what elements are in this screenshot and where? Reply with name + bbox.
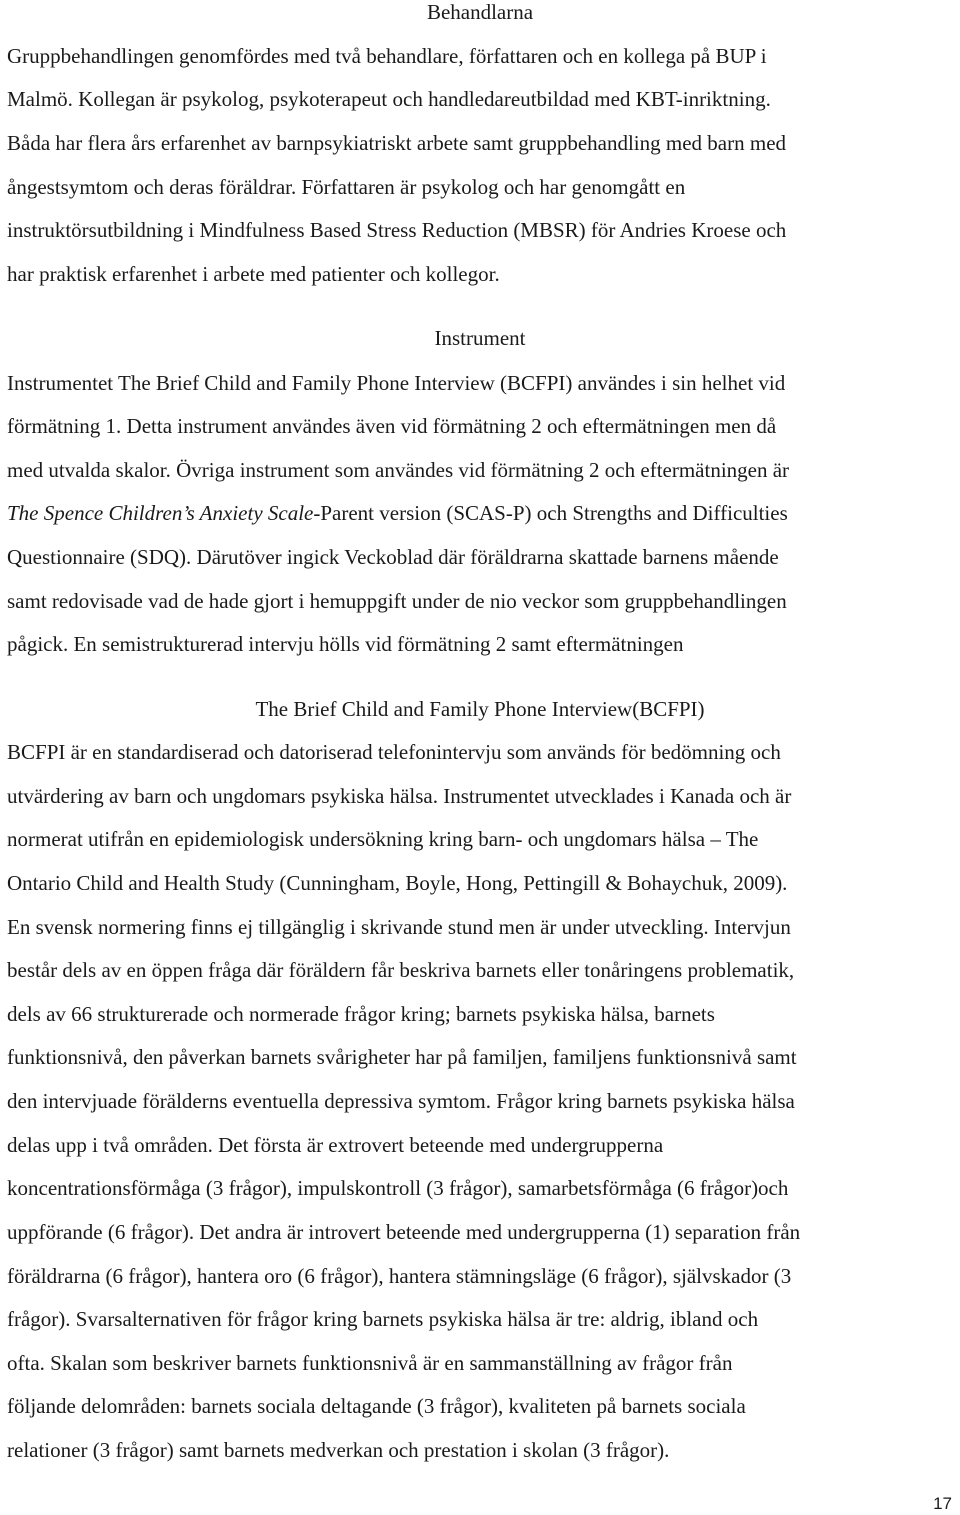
paragraph-line: BCFPI är en standardiserad och datoriserad telefonintervju som används för bedömning och — [7, 740, 781, 764]
paragraph-line: Ontario Child and Health Study (Cunningham, Boyle, Hong, Pettingill & Bohaychuk, 2009). — [7, 871, 788, 895]
section-heading-behandlarna: Behandlarna — [426, 0, 534, 24]
paragraph-line: samt redovisade vad de hade gjort i hemuppgift under de nio veckor som gruppbehandlingen — [7, 589, 787, 613]
paragraph-line: utvärdering av barn och ungdomars psykiska hälsa. Instrumentet utvecklades i Kanada och är — [7, 784, 792, 808]
section-heading-bcfpi: The Brief Child and Family Phone Interview(BCFPI) — [255, 697, 705, 721]
paragraph-line: Instrumentet The Brief Child and Family Phone Interview (BCFPI) användes i sin helhet vid — [7, 371, 786, 395]
paragraph-line — [7, 501, 788, 525]
page-number: 17 — [933, 1494, 952, 1513]
paragraph-line: Båda har flera års erfarenhet av barnpsykiatriskt arbete samt gruppbehandling med barn med — [7, 131, 787, 155]
paragraph-line: med utvalda skalor. Övriga instrument som användes vid förmätning 2 och eftermätningen är — [7, 458, 790, 482]
paragraph-line: förmätning 1. Detta instrument användes även vid förmätning 2 och eftermätningen men då — [7, 414, 777, 438]
paragraph-line-rest: -Parent version (SCAS-P) och Strengths and Difficulties — [313, 501, 788, 525]
paragraph-line: normerat utifrån en epidemiologisk undersökning kring barn- och ungdomars hälsa – The — [7, 827, 759, 851]
paragraph-line: pågick. En semistrukturerad intervju hölls vid förmätning 2 samt eftermätningen — [7, 632, 684, 656]
paragraph-line: instruktörsutbildning i Mindfulness Based Stress Reduction (MBSR) för Andries Kroese och — [7, 218, 787, 242]
paragraph-line: uppförande (6 frågor). Det andra är introvert beteende med undergrupperna (1) separation från — [7, 1220, 801, 1244]
paragraph-line: relationer (3 frågor) samt barnets medverkan och prestation i skolan (3 frågor). — [7, 1438, 670, 1462]
paragraph-line: delas upp i två områden. Det första är extrovert beteende med undergrupperna — [7, 1133, 664, 1157]
paragraph-line: Questionnaire (SDQ). Därutöver ingick Veckoblad där föräldrarna skattade barnens mående — [7, 545, 779, 569]
paragraph-line: har praktisk erfarenhet i arbete med patienter och kollegor. — [7, 262, 500, 286]
section-heading-instrument: Instrument — [434, 326, 526, 350]
paragraph-line: följande delområden: barnets sociala deltagande (3 frågor), kvaliteten på barnets sociala — [7, 1394, 746, 1418]
paragraph-line: föräldrarna (6 frågor), hantera oro (6 frågor), hantera stämningsläge (6 frågor), självskador (3 — [7, 1264, 792, 1288]
paragraph-line: den intervjuade förälderns eventuella depressiva symtom. Frågor kring barnets psykiska hälsa — [7, 1089, 795, 1113]
paragraph-line: ångestsymtom och deras föräldrar. Författaren är psykolog och har genomgått en — [7, 175, 686, 199]
paragraph-line: dels av 66 strukturerade och normerade frågor kring; barnets psykiska hälsa, barnets — [7, 1002, 715, 1026]
paragraph-line: funktionsnivå, den påverkan barnets svårigheter har på familjen, familjens funktionsnivå samt — [7, 1045, 797, 1069]
paragraph-line: ofta. Skalan som beskriver barnets funktionsnivå är en sammanställning av frågor från — [7, 1351, 733, 1375]
scale-title-italic: The Spence Children’s Anxiety Scale — [7, 501, 314, 525]
paragraph-line: Malmö. Kollegan är psykolog, psykoterapeut och handledareutbildad med KBT-inriktning. — [7, 87, 771, 111]
paragraph-line: består dels av en öppen fråga där föräldern får beskriva barnets eller tonåringens problematik, — [7, 958, 795, 982]
paragraph-line: Gruppbehandlingen genomfördes med två behandlare, författaren och en kollega på BUP i — [7, 44, 767, 68]
paragraph-line: En svensk normering finns ej tillgänglig i skrivande stund men är under utveckling. Intervjun — [7, 915, 791, 939]
paragraph-line: frågor). Svarsalternativen för frågor kring barnets psykiska hälsa är tre: aldrig, ibland och — [7, 1307, 759, 1331]
paragraph-line: koncentrationsförmåga (3 frågor), impulskontroll (3 frågor), samarbetsförmåga (6 frågor)och — [7, 1176, 789, 1200]
